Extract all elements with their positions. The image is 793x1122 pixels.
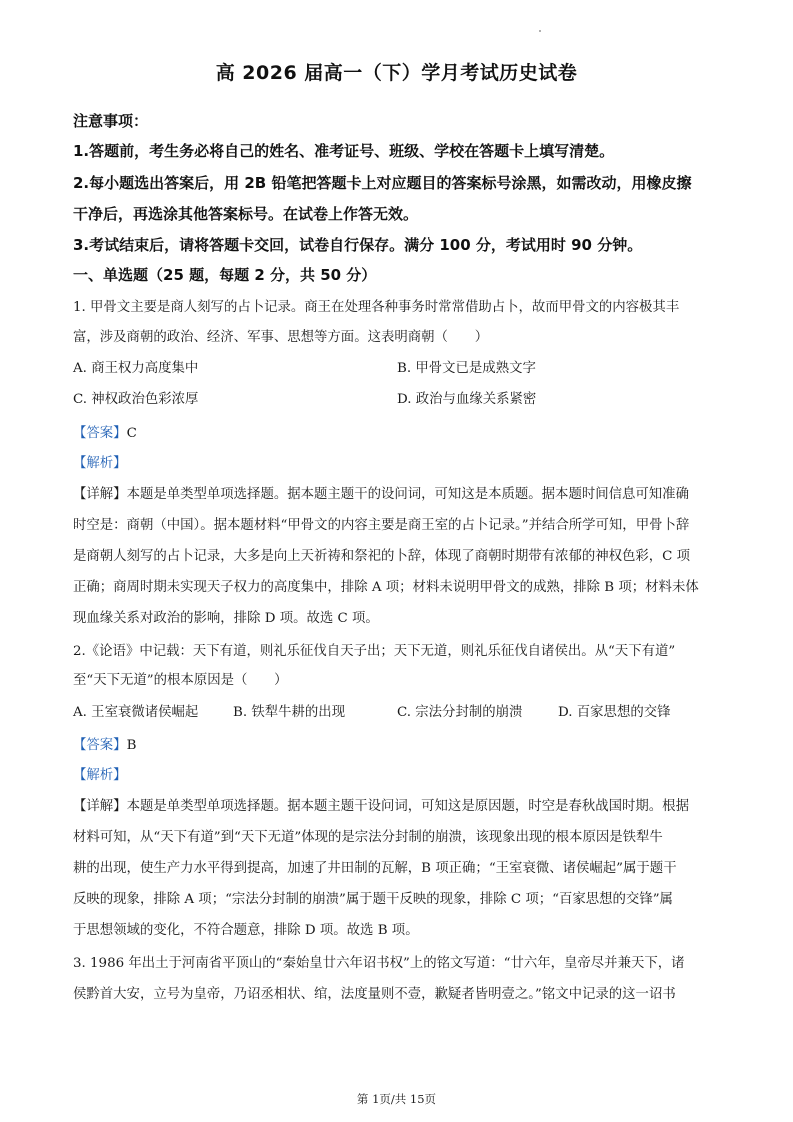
q1-detail-text-1: 本题是单类型单项选择题。据本题主题干的设问词，可知这是本质题。据本题时间信息可知准确	[126, 487, 689, 502]
q2-stem-line-1: 2.《论语》中记载：天下有道，则礼乐征伐自天子出；天下无道，则礼乐征伐自诸侯出。从“天下有道”	[73, 644, 676, 659]
q2-detail-line-3: 耕的出现，使生产力水平得到提高，加速了井田制的瓦解，B 项正确；“王室衰微、诸侯崛起”属于题干	[73, 861, 677, 876]
q1-detail-line-2: 时空是：商朝（中国）。据本题材料“甲骨文的内容主要是商王室的占卜记录。”并结合所学可知，甲骨卜辞	[73, 518, 690, 533]
q1-detail-line-5: 现血缘关系对政治的影响，排除 D 项。故选 C 项。	[73, 611, 379, 626]
q2-answer-value: B	[126, 738, 137, 753]
q1-option-d: D. 政治与血缘关系紧密	[397, 392, 537, 407]
q2-option-d: D. 百家思想的交锋	[558, 705, 671, 720]
q2-detail-line-2: 材料可知，从“天下有道”到“天下无道”体现的是宗法分封制的崩溃，该现象出现的根本原因是铁犁牛	[73, 830, 663, 845]
notice-item-2a: 2.每小题选出答案后，用 2B 铅笔把答题卡上对应题目的答案标号涂黑，如需改动，用橡皮擦	[73, 174, 692, 192]
q2-answer	[73, 734, 723, 753]
notice-heading: 注意事项：	[73, 112, 149, 130]
q2-detail-line-4: 反映的现象，排除 A 项；“宗法分封制的崩溃”属于题干反映的现象，排除 C 项；“百家思想的交锋”属	[73, 892, 673, 907]
scan-speck	[539, 30, 541, 32]
notice-item-3: 3.考试结束后，请将答题卡交回，试卷自行保存。满分 100 分，考试用时 90 分钟。	[73, 236, 643, 254]
section-heading: 一、单选题（25 题，每题 2 分，共 50 分）	[73, 266, 377, 284]
q1-analysis-label: 【解析】	[73, 456, 127, 471]
q3-stem-line-1: 3. 1986 年出土于河南省平顶山的“秦始皇廿六年诏书权”上的铭文写道：“廿六年，皇帝尽并兼天下，诸	[73, 956, 685, 971]
q2-stem-line-2: 至“天下无道”的根本原因是（ ）	[73, 673, 288, 688]
q2-option-c: C. 宗法分封制的崩溃	[397, 705, 523, 720]
q1-option-a: A. 商王权力高度集中	[73, 361, 199, 376]
page-title: 高 2026 届高一（下）学月考试历史试卷	[215, 62, 578, 84]
q1-stem-line-1: 1. 甲骨文主要是商人刻写的占卜记录。商王在处理各种事务时常常借助占卜，故而甲骨文的内容极其丰	[73, 300, 680, 315]
q2-detail-tag: 【详解】	[73, 799, 127, 814]
notice-item-1: 1.答题前，考生务必将自己的姓名、准考证号、班级、学校在答题卡上填写清楚。	[73, 142, 615, 160]
q1-detail-line-3: 是商朝人刻写的占卜记录，大多是向上天祈祷和祭祀的卜辞，体现了商朝时期带有浓郁的神权色彩，C 项	[73, 549, 691, 564]
q2-option-a: A. 王室衰微诸侯崛起	[73, 705, 199, 720]
q1-answer-value: C	[126, 426, 137, 441]
q1-detail-line-1	[73, 483, 723, 502]
q1-detail-tag: 【详解】	[73, 487, 127, 502]
q2-detail-line-1	[73, 795, 723, 814]
q2-analysis-tag	[73, 764, 723, 783]
q1-answer	[73, 422, 723, 441]
q1-answer-tag: 【答案】	[73, 426, 127, 441]
page-footer: 第 1页/共 15页	[356, 1092, 437, 1106]
q1-analysis-tag	[73, 452, 723, 471]
q1-detail-line-4: 正确；商周时期未实现天子权力的高度集中，排除 A 项；材料未说明甲骨文的成熟，排除 B 项；材料未体	[73, 580, 699, 595]
q2-detail-line-5: 于思想领域的变化，不符合题意，排除 D 项。故选 B 项。	[73, 923, 419, 938]
q2-option-b: B. 铁犁牛耕的出现	[233, 705, 346, 720]
q1-option-c: C. 神权政治色彩浓厚	[73, 392, 199, 407]
q3-stem-line-2: 侯黔首大安，立号为皇帝，乃诏丞相状、绾，法度量则不壹，歉疑者皆明壹之。”铭文中记录的这一诏书	[73, 987, 676, 1002]
q2-analysis-label: 【解析】	[73, 768, 127, 783]
q1-option-b: B. 甲骨文已是成熟文字	[397, 361, 536, 376]
q2-detail-text-1: 本题是单类型单项选择题。据本题主题干设问词，可知这是原因题，时空是春秋战国时期。根据	[126, 799, 689, 814]
q1-stem-line-2: 富，涉及商朝的政治、经济、军事、思想等方面。这表明商朝（ ）	[73, 330, 489, 345]
notice-item-2b: 干净后，再选涂其他答案标号。在试卷上作答无效。	[73, 205, 419, 223]
q2-answer-tag: 【答案】	[73, 738, 127, 753]
